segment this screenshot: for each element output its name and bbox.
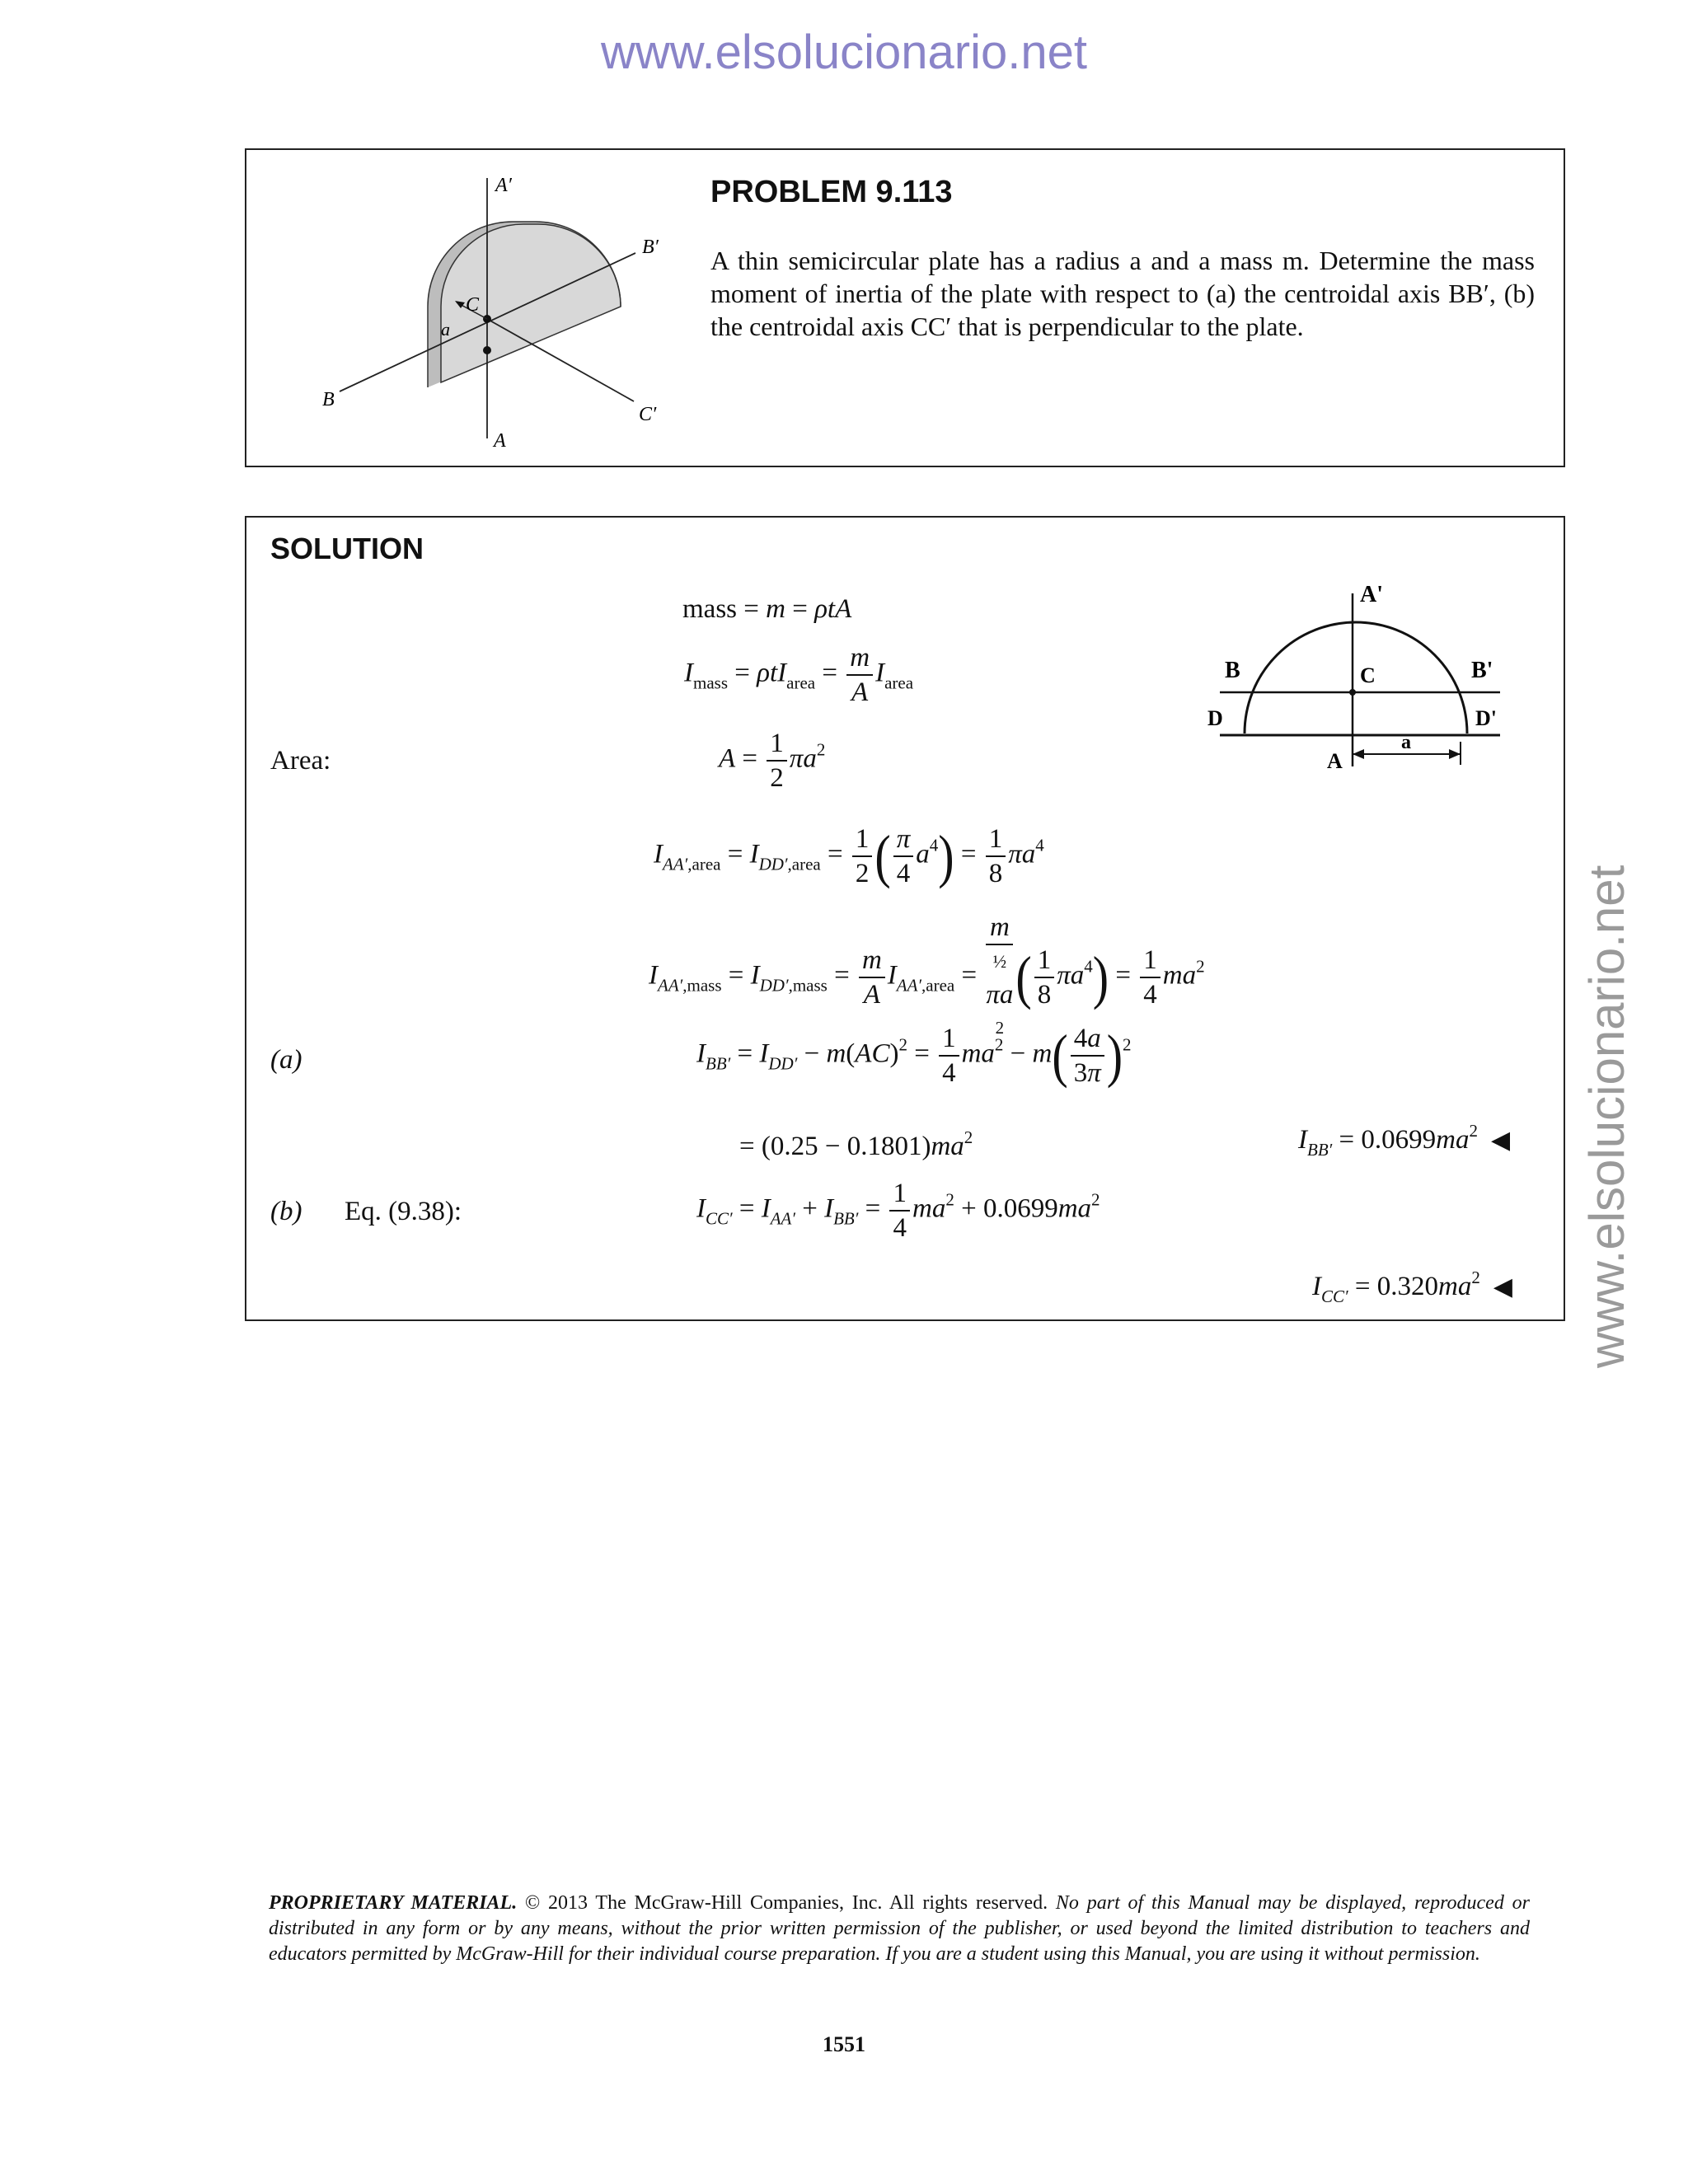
watermark-side: www.elsolucionario.net	[1579, 865, 1634, 1368]
sketch-label-d: D	[1207, 706, 1223, 730]
problem-title: PROBLEM 9.113	[710, 175, 953, 209]
fig-label-b: B	[322, 389, 335, 410]
fig-label-c: C	[466, 294, 480, 316]
part-b-label: (b)	[270, 1197, 302, 1226]
eq-iaa-mass: $I_{AA',mass} = I_{DD',mass}$ = $\frac{m}{A}$ $I_{AA',area}$ = m ½ πa 2 ( $\frac{1}{8}$ $\pi a^4$) = $\frac{1}{4}$ $ma^2$	[649, 912, 1205, 1038]
watermark-top: www.elsolucionario.net	[601, 26, 1087, 79]
answer-b: $I_{CC'} = 0.320ma^2$ ◀	[1312, 1268, 1512, 1306]
fig-label-a-prime: A′	[495, 175, 512, 196]
problem-text: A thin semicircular plate has a radius a and a mass m. Determine the mass moment of inertia of the plate with respect to (a) the centroidal axis BB′, (b) the centroidal axis CC′ that is perpendicular to the plate.	[710, 246, 1535, 341]
sketch-label-a-prime: A'	[1360, 582, 1383, 607]
solution-title: SOLUTION	[270, 532, 424, 565]
problem-box	[245, 148, 1565, 467]
eq-ibb: $I_{BB'} = I_{DD'} - m(AC)^2$ = $\frac{1}{4}$ $ma^2 - m$( $\frac{4a}{3\pi}$ )$^2$	[696, 1021, 1132, 1089]
sketch-label-b-prime: B'	[1471, 658, 1493, 683]
page-number: 1551	[823, 2032, 865, 2056]
sketch-label-b: B	[1225, 658, 1240, 683]
fig-label-radius: a	[441, 319, 450, 340]
eq-icc: $I_{CC'} = I_{AA'} + I_{BB'}$ = $\frac{1}{4}$ $ma^2 + 0.0699ma^2$	[696, 1179, 1100, 1243]
part-a-label: (a)	[270, 1045, 302, 1075]
fig-label-a: A	[494, 430, 506, 452]
fig-label-c-prime: C′	[639, 404, 657, 425]
eq-ibb-numeric: = $(0.25 - 0.1801)ma^2$	[739, 1127, 973, 1161]
footer-copyright: PROPRIETARY MATERIAL. © 2013 The McGraw-Hill Companies, Inc. All rights reserved. No part of this Manual may be displayed, reproduced or distributed in any form or by any means, without the prior written permission of the publisher, or used beyond the limited distribution to teachers and educators permitted by McGraw-Hill for their individual course preparation. If you are a student using this Manual, you are using it without permission.	[269, 1892, 1530, 1965]
sketch-label-radius: a	[1401, 732, 1411, 753]
sketch-label-a: A	[1327, 749, 1343, 773]
eq-iaa-area: $I_{AA',area} = I_{DD',area}$ = $\frac{1}{2}$ ( $\frac{\pi}{4}$ $a^4$) = $\frac{1}{8}$ $\pi a^4$	[654, 822, 1044, 889]
solution-sketch	[1203, 577, 1508, 783]
fig-label-b-prime: B′	[642, 237, 659, 258]
eq-imass: $I_{mass} = \rho tI_{area}$ = $\frac{m}{A}$ $I_{area}$	[684, 643, 914, 707]
sketch-label-c: C	[1360, 663, 1376, 687]
problem-figure	[279, 166, 708, 455]
eq-ref-label: Eq. (9.38):	[345, 1197, 462, 1226]
area-label: Area:	[270, 746, 331, 776]
eq-mass: mass = m = ρtA	[682, 594, 852, 624]
sketch-label-d-prime: D'	[1475, 706, 1497, 730]
eq-area: A = $\frac{1}{2}$ $\pi a^2$	[719, 729, 826, 793]
answer-a: $I_{BB'} = 0.0699ma^2$ ◀	[1298, 1121, 1511, 1160]
